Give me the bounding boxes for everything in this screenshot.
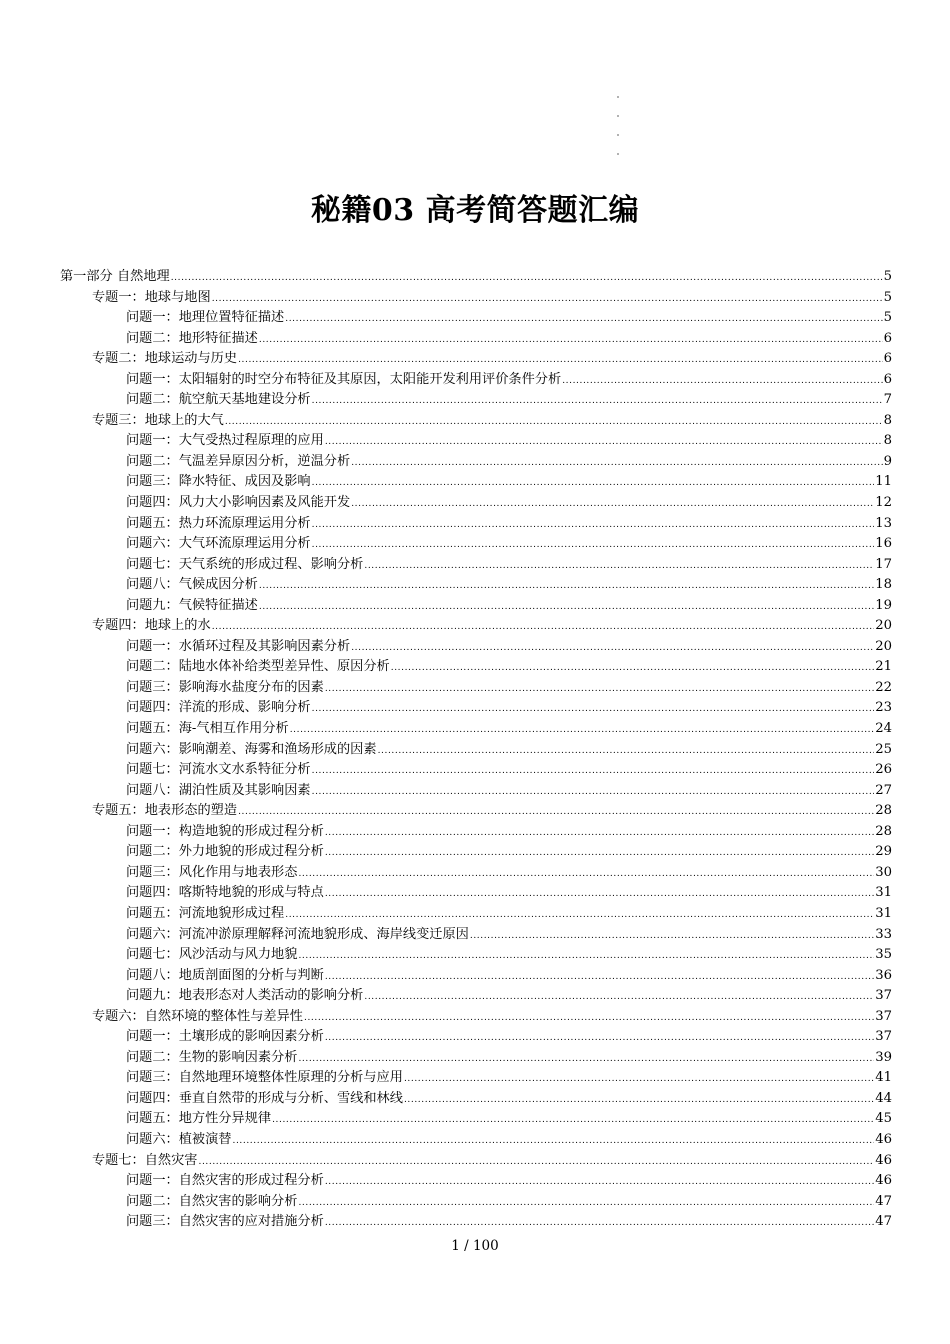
toc-entry-label: 问题三：降水特征、成因及影响: [126, 474, 311, 490]
dot-leader: [404, 1069, 874, 1090]
toc-entry[interactable]: [60, 267, 892, 288]
toc-entry-label: 问题六：植被演替: [126, 1131, 232, 1147]
dot-leader: [298, 946, 874, 967]
toc-entry-page: 22: [875, 679, 892, 695]
toc-entry-label: 问题七：风沙活动与风力地貌: [126, 947, 298, 963]
dot-leader: [259, 330, 883, 351]
toc-entry-label: 问题四：洋流的形成、影响分析: [126, 700, 311, 716]
dot-leader: [304, 1008, 874, 1029]
toc-entry-label: 问题二：航空航天基地建设分析: [126, 392, 311, 408]
dot-leader: [325, 823, 874, 844]
toc-entry[interactable]: [60, 1109, 892, 1130]
toc-entry[interactable]: [60, 698, 892, 719]
toc-entry-label: 专题三：地球上的大气: [92, 412, 224, 428]
toc-entry[interactable]: [60, 678, 892, 699]
toc-entry[interactable]: [60, 596, 892, 617]
toc-entry-label: 问题四：风力大小影响因素及风能开发: [126, 495, 351, 511]
toc-entry-label: 问题九：地表形态对人类活动的影响分析: [126, 988, 364, 1004]
toc-entry-page: 37: [875, 1029, 892, 1045]
toc-entry-page: 20: [875, 638, 892, 654]
toc-entry-page: 37: [875, 1008, 892, 1024]
toc-entry-page: 46: [875, 1152, 892, 1168]
toc-entry[interactable]: [60, 1130, 892, 1151]
toc-entry-page: 18: [875, 577, 892, 593]
toc-entry-label: 问题六：河流冲淤原理解释河流地貌形成、海岸线变迁原因: [126, 926, 469, 942]
toc-entry-page: 41: [875, 1070, 892, 1086]
toc-entry-page: 16: [875, 536, 892, 552]
toc-entry-page: 36: [875, 967, 892, 983]
toc-entry-page: 46: [875, 1131, 892, 1147]
toc-entry-label: 问题三：风化作用与地表形态: [126, 864, 298, 880]
toc-entry[interactable]: [60, 1027, 892, 1048]
dot-leader: [312, 699, 875, 720]
toc-entry-label: 问题三：自然灾害的应对措施分析: [126, 1214, 324, 1230]
dot-leader: [562, 371, 882, 392]
toc-entry[interactable]: [60, 637, 892, 658]
dot-leader: [404, 1090, 874, 1111]
toc-entry-label: 问题二：自然灾害的影响分析: [126, 1193, 298, 1209]
toc-entry[interactable]: [60, 308, 892, 329]
toc-entry[interactable]: [60, 1212, 892, 1233]
dot-leader: [285, 905, 874, 926]
page-title: 秘籍03 高考简答题汇编: [310, 193, 640, 228]
dot-leader: [259, 576, 874, 597]
toc-entry[interactable]: [60, 555, 892, 576]
toc-entry[interactable]: [60, 986, 892, 1007]
toc-entry-page: 26: [875, 762, 892, 778]
dot-leader: [298, 1049, 874, 1070]
dot-leader: [312, 761, 875, 782]
toc-entry-page: 6: [883, 351, 892, 367]
toc-entry[interactable]: [60, 1089, 892, 1110]
toc-entry-label: 问题一：太阳辐射的时空分布特征及其原因，太阳能开发利用评价条件分析: [126, 371, 562, 387]
toc-entry[interactable]: [60, 534, 892, 555]
toc-entry-page: 28: [875, 823, 892, 839]
dot-leader: [312, 515, 875, 536]
toc-entry-page: 47: [875, 1193, 892, 1209]
toc-entry-label: 专题五：地表形态的塑造: [92, 803, 238, 819]
dot-leader: [351, 453, 882, 474]
toc-entry-page: 19: [875, 597, 892, 613]
toc-entry[interactable]: [60, 431, 892, 452]
toc-entry[interactable]: [60, 883, 892, 904]
toc-entry-label: 问题二：气温差异原因分析，逆温分析: [126, 453, 351, 469]
dot-leader: [325, 1028, 874, 1049]
toc-entry[interactable]: [60, 904, 892, 925]
toc-entry[interactable]: [60, 842, 892, 863]
toc-entry-page: 17: [875, 556, 892, 572]
dot-leader: [233, 1131, 875, 1152]
toc-entry-page: 11: [875, 474, 892, 490]
toc-entry[interactable]: [60, 760, 892, 781]
toc-entry[interactable]: [60, 1151, 892, 1172]
dot-leader: [285, 309, 882, 330]
dot-leader: [378, 741, 875, 762]
toc-entry[interactable]: [60, 452, 892, 473]
toc-entry-label: 问题八：湖泊性质及其影响因素: [126, 782, 311, 798]
dot-leader: [325, 1213, 874, 1234]
toc-entry-label: 问题一：自然灾害的形成过程分析: [126, 1173, 324, 1189]
toc-entry-label: 问题二：外力地貌的形成过程分析: [126, 844, 324, 860]
toc-entry[interactable]: [60, 329, 892, 350]
dot-leader: [325, 967, 874, 988]
toc-entry[interactable]: [60, 1171, 892, 1192]
dot-leader: [364, 556, 874, 577]
dot-leader: [212, 289, 883, 310]
toc-entry-label: 问题二：陆地水体补给类型差异性、原因分析: [126, 659, 390, 675]
dot-leader: [259, 597, 874, 618]
toc-entry-page: 21: [875, 659, 892, 675]
toc-entry-label: 问题三：自然地理环境整体性原理的分析与应用: [126, 1070, 403, 1086]
table-of-contents: [60, 267, 892, 1233]
toc-entry-label: 问题五：热力环流原理运用分析: [126, 515, 311, 531]
toc-entry-page: 47: [875, 1214, 892, 1230]
toc-entry-page: 7: [883, 392, 892, 408]
toc-entry[interactable]: [60, 411, 892, 432]
toc-entry-label: 问题五：河流地貌形成过程: [126, 905, 285, 921]
toc-entry-page: 25: [875, 741, 892, 757]
toc-entry-label: 问题八：地质剖面图的分析与判断: [126, 967, 324, 983]
toc-entry-page: 6: [883, 371, 892, 387]
toc-entry[interactable]: [60, 370, 892, 391]
toc-entry-label: 专题七：自然灾害: [92, 1152, 198, 1168]
toc-entry-label: 专题四：地球上的水: [92, 618, 211, 634]
toc-entry[interactable]: [60, 801, 892, 822]
toc-entry-page: 45: [875, 1111, 892, 1127]
dot-leader: [290, 720, 875, 741]
toc-entry[interactable]: [60, 472, 892, 493]
dot-leader: [325, 432, 883, 453]
toc-entry-label: 问题六：影响潮差、海雾和渔场形成的因素: [126, 741, 377, 757]
toc-entry[interactable]: [60, 616, 892, 637]
toc-entry[interactable]: [60, 740, 892, 761]
toc-entry[interactable]: [60, 1068, 892, 1089]
toc-entry[interactable]: [60, 719, 892, 740]
toc-entry-label: 专题二：地球运动与历史: [92, 351, 238, 367]
dot-leader: [238, 350, 883, 371]
toc-entry-page: 31: [875, 885, 892, 901]
toc-entry-label: 问题三：影响海水盐度分布的因素: [126, 679, 324, 695]
toc-entry-page: 44: [875, 1090, 892, 1106]
toc-entry[interactable]: [60, 966, 892, 987]
toc-entry-label: 问题五：海-气相互作用分析: [126, 721, 289, 737]
dot-leader: [351, 494, 874, 515]
toc-entry[interactable]: [60, 1192, 892, 1213]
toc-entry-page: 20: [875, 618, 892, 634]
decorative-dots: [617, 96, 623, 172]
toc-entry-page: 24: [875, 721, 892, 737]
toc-entry-label: 问题八：气候成因分析: [126, 577, 258, 593]
dot-leader: [325, 884, 874, 905]
toc-entry-label: 问题九：气候特征描述: [126, 597, 258, 613]
toc-entry-page: 13: [875, 515, 892, 531]
toc-entry[interactable]: [60, 657, 892, 678]
dot-leader: [325, 679, 874, 700]
toc-entry[interactable]: [60, 390, 892, 411]
toc-entry-page: 28: [875, 803, 892, 819]
toc-entry-label: 问题二：生物的影响因素分析: [126, 1049, 298, 1065]
toc-entry-page: 6: [883, 330, 892, 346]
toc-entry[interactable]: [60, 863, 892, 884]
toc-entry-page: 29: [875, 844, 892, 860]
toc-entry[interactable]: [60, 945, 892, 966]
toc-entry-label: 问题一：构造地貌的形成过程分析: [126, 823, 324, 839]
toc-entry[interactable]: [60, 349, 892, 370]
toc-entry[interactable]: [60, 575, 892, 596]
toc-entry[interactable]: [60, 1048, 892, 1069]
toc-entry-label: 问题一：大气受热过程原理的应用: [126, 433, 324, 449]
toc-entry-label: 问题一：土壤形成的影响因素分析: [126, 1029, 324, 1045]
dot-leader: [312, 535, 875, 556]
dot-leader: [351, 638, 874, 659]
toc-entry-label: 第一部分 自然地理: [60, 269, 170, 284]
dot-leader: [312, 782, 875, 803]
toc-entry-label: 专题六：自然环境的整体性与差异性: [92, 1008, 303, 1024]
dot-leader: [298, 1193, 874, 1214]
toc-entry-label: 问题二：地形特征描述: [126, 330, 258, 346]
toc-entry[interactable]: [60, 1007, 892, 1028]
toc-entry-label: 专题一：地球与地图: [92, 289, 211, 305]
dot-leader: [312, 391, 883, 412]
dot-leader: [470, 926, 874, 947]
toc-entry-page: 8: [883, 412, 892, 428]
dot-leader: [171, 268, 883, 289]
toc-entry-page: 35: [875, 947, 892, 963]
page-number-footer: 1 / 100: [451, 1238, 499, 1254]
toc-entry-label: 问题一：地理位置特征描述: [126, 310, 285, 326]
toc-entry-page: 30: [875, 864, 892, 880]
dot-leader: [225, 412, 883, 433]
toc-entry[interactable]: [60, 514, 892, 535]
toc-entry[interactable]: [60, 781, 892, 802]
toc-entry-label: 问题六：大气环流原理运用分析: [126, 536, 311, 552]
toc-entry-label: 问题七：天气系统的形成过程、影响分析: [126, 556, 364, 572]
dot-leader: [312, 473, 875, 494]
toc-entry-label: 问题七：河流水文水系特征分析: [126, 762, 311, 778]
toc-entry-page: 39: [875, 1049, 892, 1065]
toc-entry-page: 37: [875, 988, 892, 1004]
toc-entry-page: 5: [883, 289, 892, 305]
toc-entry-page: 12: [875, 495, 892, 511]
toc-entry-label: 问题四：垂直自然带的形成与分析、雪线和林线: [126, 1090, 403, 1106]
toc-entry-page: 5: [883, 310, 892, 326]
toc-entry-label: 问题一：水循环过程及其影响因素分析: [126, 638, 351, 654]
toc-entry-page: 8: [883, 433, 892, 449]
dot-leader: [199, 1152, 875, 1173]
toc-entry[interactable]: [60, 925, 892, 946]
toc-entry[interactable]: [60, 288, 892, 309]
toc-entry[interactable]: [60, 493, 892, 514]
toc-entry-page: 5: [883, 269, 892, 284]
toc-entry-page: 27: [875, 782, 892, 798]
toc-entry-label: 问题四：喀斯特地貌的形成与特点: [126, 885, 324, 901]
dot-leader: [391, 658, 874, 679]
dot-leader: [212, 617, 875, 638]
toc-entry-label: 问题五：地方性分异规律: [126, 1111, 272, 1127]
toc-entry-page: 9: [883, 453, 892, 469]
toc-entry[interactable]: [60, 822, 892, 843]
dot-leader: [364, 987, 874, 1008]
toc-entry-page: 23: [875, 700, 892, 716]
dot-leader: [325, 1172, 874, 1193]
toc-entry-page: 31: [875, 905, 892, 921]
toc-entry-page: 33: [875, 926, 892, 942]
dot-leader: [325, 843, 874, 864]
dot-leader: [298, 864, 874, 885]
dot-leader: [238, 802, 874, 823]
toc-entry-page: 46: [875, 1173, 892, 1189]
dot-leader: [272, 1110, 874, 1131]
